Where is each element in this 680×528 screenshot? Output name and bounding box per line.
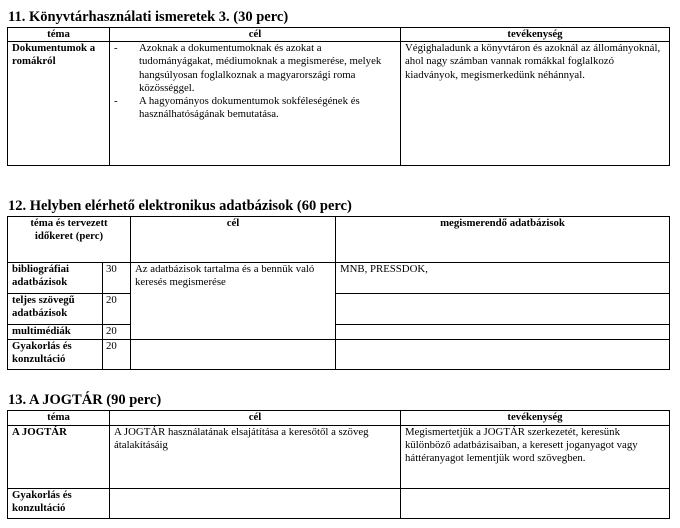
row-tevekenyseg [401,489,670,519]
section-2-table [7,216,670,370]
goal-item: - Azoknak a dokumentumoknak és azokat a tudományágakat, médiumoknak a megismerése, melyek hangsúlyosan foglalkoznak a magyarországi roma közösséggel. [114,42,396,95]
row-cel: A JOGTÁR használatának elsajátítása a keresőtől a szöveg átalakításáig [110,426,401,489]
row-tema: Dokumentumok a romákról [8,42,110,166]
header-tevekenyseg: tevékenység [401,28,670,42]
row-perc: 20 [103,325,131,340]
row-adatbazisok [336,294,670,325]
row-perc: 20 [103,340,131,370]
table-row [8,340,670,370]
header-tevekenyseg: tevékenység [401,411,670,426]
section-2-heading: 12. Helyben elérhető elektronikus adatbázisok (60 perc) [8,198,352,214]
section-1-heading: 11. Könyvtárhasználati ismeretek 3. (30 perc) [8,9,289,25]
table-header-row [8,217,670,263]
row-perc: 30 [103,263,131,294]
table-header-row [8,28,670,42]
header-cel: cél [131,217,336,263]
row-tema: multimédiák [8,325,103,340]
header-adatbazisok: megismerendő adatbázisok [336,217,670,263]
table-row [8,325,670,340]
row-tema: bibliográfiai adatbázisok [8,263,103,294]
table-header-row [8,411,670,426]
row-cel [131,340,336,370]
row-tema: A JOGTÁR [8,426,110,489]
section-1-table [7,27,670,166]
row-perc: 20 [103,294,131,325]
header-tema-idokeret: téma és tervezett időkeret (perc) [8,217,131,263]
row-tema: teljes szövegű adatbázisok [8,294,103,325]
row-cel [110,42,401,166]
table-row [8,263,670,294]
row-tevekenyseg: Végighaladunk a könyvtáron és azoknál az állományoknál, ahol nagy számban vannak romákkal foglalkozó kiadványok, megismerkedünk néhánnyal. [401,42,670,166]
table-row [8,426,670,489]
header-tema: téma [8,411,110,426]
table-row [8,42,670,166]
table-row [8,489,670,519]
row-cel: Az adatbázisok tartalma és a bennük való keresés megismerése [131,263,336,340]
row-adatbazisok [336,325,670,340]
header-tema: téma [8,28,110,42]
section-3-heading: 13. A JOGTÁR (90 perc) [8,392,162,408]
section-3-table [7,410,670,519]
goal-list [114,42,396,121]
row-cel [110,489,401,519]
table-row [8,294,670,325]
row-tevekenyseg: Megismertetjük a JOGTÁR szerkezetét, keresünk különböző adatbázisaiban, a keresett joganyagot vagy háttéranyagot lementjük word szövegben. [401,426,670,489]
goal-item: - A hagyományos dokumentumok sokféleségének és használhatóságának bemutatása. [114,95,396,121]
row-tema: Gyakorlás és konzultáció [8,489,110,519]
header-cel: cél [110,28,401,42]
row-tema: Gyakorlás és konzultáció [8,340,103,370]
header-cel: cél [110,411,401,426]
row-adatbazisok [336,340,670,370]
row-adatbazisok: MNB, PRESSDOK, [336,263,670,294]
